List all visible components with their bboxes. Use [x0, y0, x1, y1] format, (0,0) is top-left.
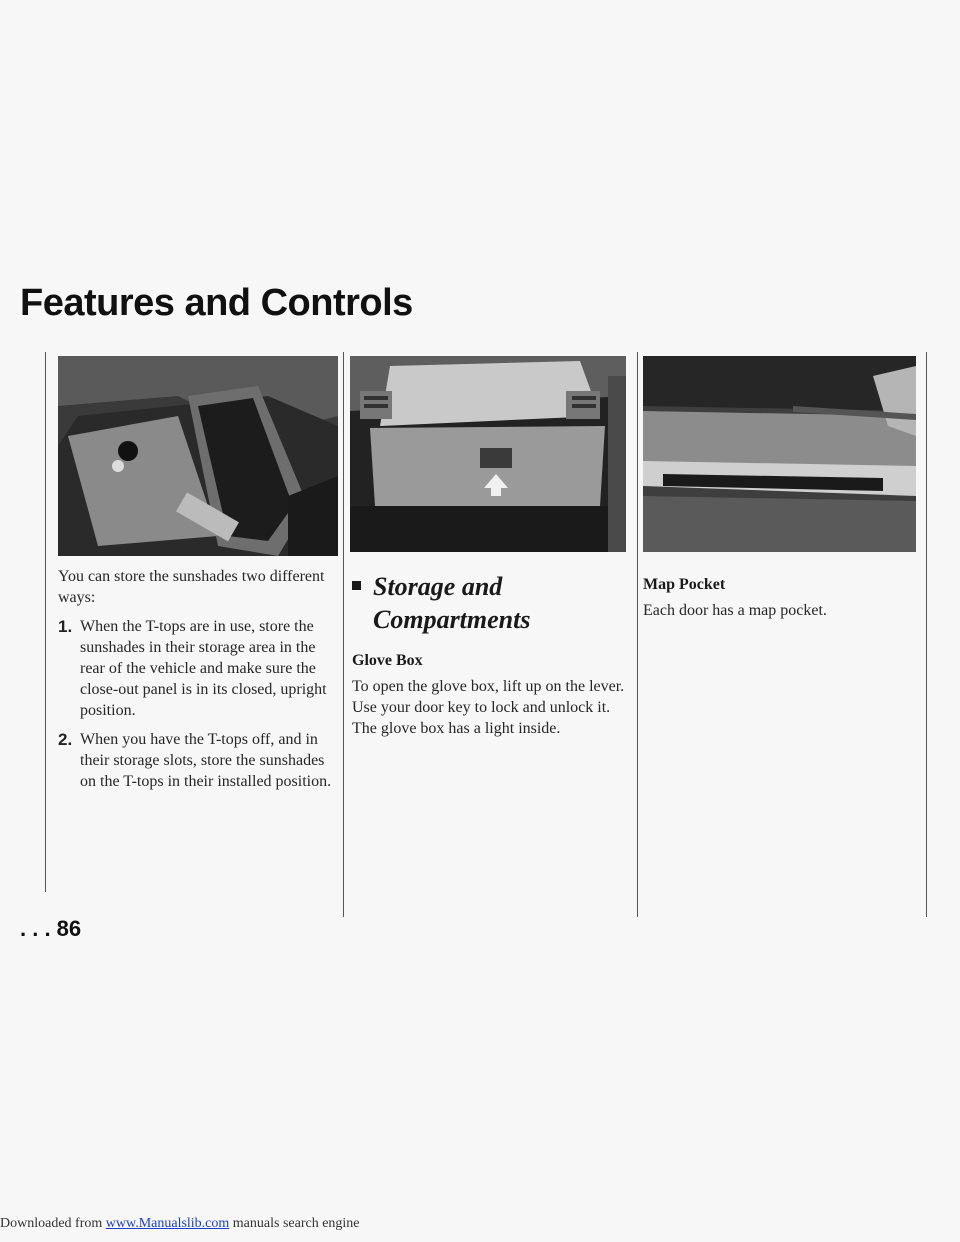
page-title: Features and Controls: [20, 282, 413, 324]
map-pocket-heading: Map Pocket: [643, 576, 726, 593]
column-rule-far-right: [926, 352, 927, 917]
sunshade-storage-photo: [58, 356, 338, 556]
step-number: 1.: [58, 617, 73, 636]
column-rule-left: [45, 352, 46, 892]
map-pocket-text: Each door has a map pocket.: [643, 602, 827, 619]
manualslib-link[interactable]: www.Manualslib.com: [105, 1216, 230, 1231]
column-rule-right: [637, 352, 638, 917]
middle-column: [352, 570, 630, 739]
list-item: [58, 616, 340, 721]
left-column: [58, 566, 340, 800]
section-heading: [352, 570, 630, 636]
page-number: . . . 86: [20, 916, 82, 941]
glove-box-text: To open the glove box, lift up on the lever. Use your door key to lock and unlock it. The glove box has a light inside.: [352, 678, 625, 737]
step-text: When the T-tops are in use, store the sunshades in their storage area in the rear of the vehicle and make sure the close-out panel is in its closed, upright position.: [80, 618, 327, 719]
right-column: [643, 560, 918, 621]
glove-box-photo: [350, 356, 626, 552]
glove-box-heading: Glove Box: [352, 652, 423, 669]
step-number: 2.: [58, 730, 73, 749]
footer-suffix: manuals search engine: [229, 1216, 360, 1231]
section-heading-line2: Compartments: [373, 605, 531, 634]
step-text: When you have the T-tops off, and in their storage slots, store the sunshades on the T-tops in their installed position.: [80, 731, 332, 790]
section-heading-line1: Storage and: [373, 572, 503, 601]
footer-prefix: Downloaded from: [0, 1216, 106, 1231]
square-bullet-icon: [352, 581, 361, 590]
map-pocket-photo: [643, 356, 916, 552]
list-item: [58, 729, 340, 792]
column-rule-middle: [343, 352, 344, 917]
download-footer: [0, 1216, 960, 1232]
sunshade-intro: You can store the sunshades two different ways:: [58, 568, 325, 606]
sunshade-steps: [58, 616, 340, 792]
